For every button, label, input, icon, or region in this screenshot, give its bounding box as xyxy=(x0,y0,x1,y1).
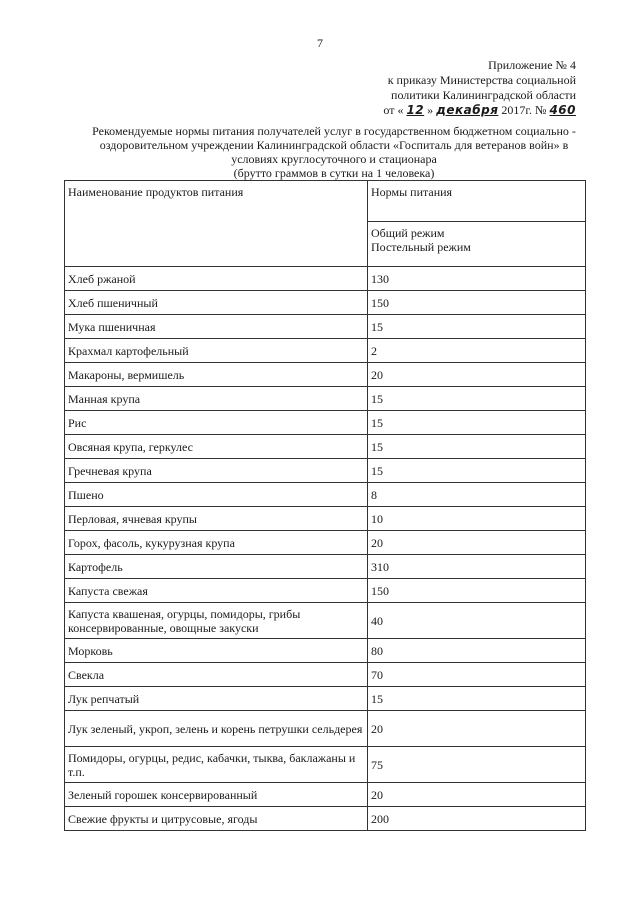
appendix-header xyxy=(300,58,576,118)
product-name: Лук зеленый, укроп, зелень и корень петрушки сельдерея xyxy=(65,711,368,747)
product-norm: 10 xyxy=(368,507,586,531)
product-name: Свекла xyxy=(65,663,368,687)
product-norm: 20 xyxy=(368,711,586,747)
product-name: Перловая, ячневая крупы xyxy=(65,507,368,531)
header-product-name: Наименование продуктов питания xyxy=(65,181,368,267)
table-row xyxy=(65,555,586,579)
product-name: Гречневая крупа xyxy=(65,459,368,483)
table-row xyxy=(65,687,586,711)
table-row xyxy=(65,435,586,459)
table-row xyxy=(65,747,586,783)
mode-bed: Постельный режим xyxy=(371,240,471,254)
title-line-4: (брутто граммов в сутки на 1 человека) xyxy=(233,166,435,180)
product-norm: 20 xyxy=(368,531,586,555)
table-row xyxy=(65,807,586,831)
table-row xyxy=(65,267,586,291)
date-mid: » xyxy=(427,103,434,117)
product-norm: 15 xyxy=(368,459,586,483)
table-row xyxy=(65,663,586,687)
appendix-order: к приказу Министерства социальной xyxy=(387,73,576,87)
title-line-1: Рекомендуемые нормы питания получателей услуг в государственном бюджетном социально - xyxy=(92,124,576,138)
table-row xyxy=(65,459,586,483)
product-name: Картофель xyxy=(65,555,368,579)
table-row xyxy=(65,603,586,639)
product-norm: 2 xyxy=(368,339,586,363)
product-norm: 8 xyxy=(368,483,586,507)
product-name: Рис xyxy=(65,411,368,435)
product-norm: 15 xyxy=(368,687,586,711)
product-name: Лук репчатый xyxy=(65,687,368,711)
product-norm: 150 xyxy=(368,579,586,603)
product-norm: 20 xyxy=(368,363,586,387)
header-norms: Нормы питания xyxy=(368,181,586,222)
table-row xyxy=(65,579,586,603)
product-name: Крахмал картофельный xyxy=(65,339,368,363)
mode-general: Общий режим xyxy=(371,226,445,240)
product-name: Овсяная крупа, геркулес xyxy=(65,435,368,459)
table-row xyxy=(65,531,586,555)
page-number: 7 xyxy=(317,36,323,50)
product-norm: 70 xyxy=(368,663,586,687)
product-norm: 15 xyxy=(368,387,586,411)
table-row xyxy=(65,315,586,339)
title-line-2: оздоровительном учреждении Калининградской области «Госпиталь для ветеранов войн» в xyxy=(99,138,569,152)
order-number: 460 xyxy=(549,103,576,117)
table-row xyxy=(65,339,586,363)
product-name: Капуста свежая xyxy=(65,579,368,603)
product-norm: 40 xyxy=(368,603,586,639)
header-modes xyxy=(368,222,586,267)
product-norm: 15 xyxy=(368,411,586,435)
appendix-number: Приложение № 4 xyxy=(488,58,576,72)
product-name: Хлеб ржаной xyxy=(65,267,368,291)
product-name: Мука пшеничная xyxy=(65,315,368,339)
product-norm: 310 xyxy=(368,555,586,579)
date-prefix: от « xyxy=(383,103,404,117)
table-row xyxy=(65,291,586,315)
product-name: Капуста квашеная, огурцы, помидоры, грибы консервированные, овощные закуски xyxy=(65,603,368,639)
product-norm: 130 xyxy=(368,267,586,291)
product-norm: 75 xyxy=(368,747,586,783)
table-row xyxy=(65,507,586,531)
date-month: декабря xyxy=(436,103,499,117)
product-norm: 15 xyxy=(368,315,586,339)
product-norm: 200 xyxy=(368,807,586,831)
table-row xyxy=(65,783,586,807)
product-norm: 20 xyxy=(368,783,586,807)
product-name: Помидоры, огурцы, редис, кабачки, тыква, баклажаны и т.п. xyxy=(65,747,368,783)
table-row xyxy=(65,483,586,507)
product-name: Морковь xyxy=(65,639,368,663)
table-row xyxy=(65,363,586,387)
product-name: Макароны, вермишель xyxy=(65,363,368,387)
table-row xyxy=(65,411,586,435)
appendix-ministry: политики Калининградской области xyxy=(391,88,576,102)
table-row xyxy=(65,387,586,411)
table-row xyxy=(65,639,586,663)
table-row xyxy=(65,711,586,747)
product-name: Пшено xyxy=(65,483,368,507)
product-name: Свежие фрукты и цитрусовые, ягоды xyxy=(65,807,368,831)
date-day: 12 xyxy=(406,103,425,117)
product-norm: 80 xyxy=(368,639,586,663)
product-name: Манная крупа xyxy=(65,387,368,411)
table-header-row xyxy=(65,181,586,222)
title-line-3: условиях круглосуточного и стационара xyxy=(231,152,437,166)
date-year: 2017г. № xyxy=(501,103,547,117)
product-norm: 15 xyxy=(368,435,586,459)
appendix-date xyxy=(300,103,576,118)
document-title xyxy=(64,124,604,180)
product-name: Хлеб пшеничный xyxy=(65,291,368,315)
product-name: Горох, фасоль, кукурузная крупа xyxy=(65,531,368,555)
product-name: Зеленый горошек консервированный xyxy=(65,783,368,807)
nutrition-norms-table xyxy=(64,180,586,831)
product-norm: 150 xyxy=(368,291,586,315)
